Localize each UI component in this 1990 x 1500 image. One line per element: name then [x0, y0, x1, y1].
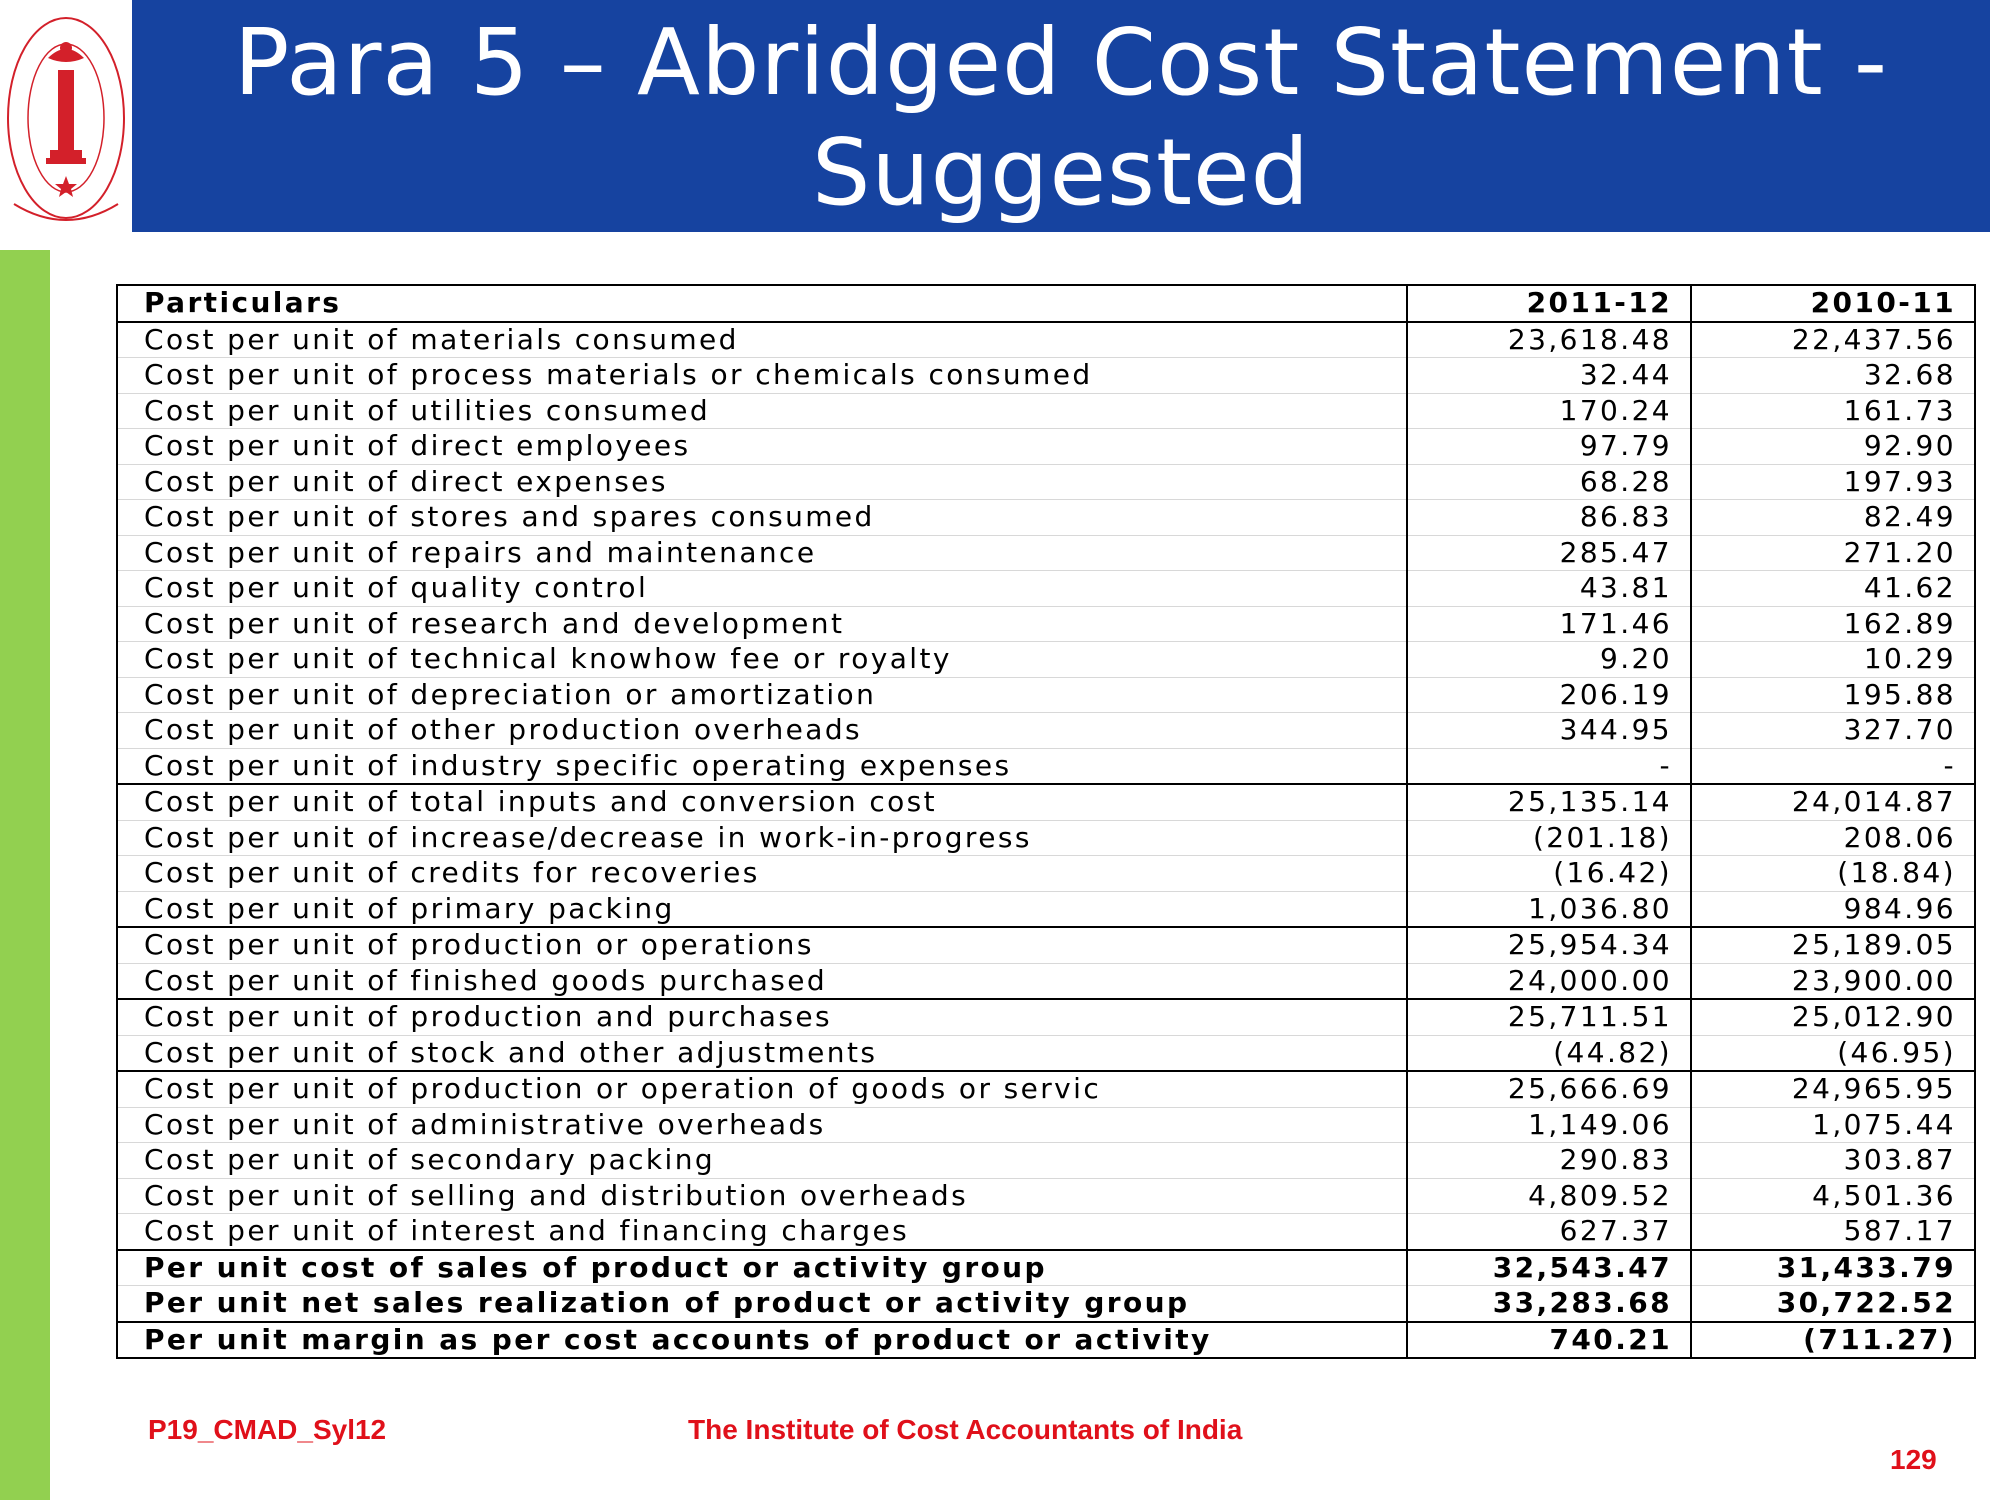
- table-row: [117, 891, 1975, 927]
- row-label: Cost per unit of secondary packing: [117, 1143, 1407, 1179]
- row-value-2011-12: 170.24: [1407, 393, 1691, 429]
- table-body: [117, 322, 1975, 1359]
- table-row: [117, 358, 1975, 394]
- table-row: [117, 429, 1975, 465]
- row-label: Cost per unit of total inputs and conversion cost: [117, 784, 1407, 820]
- row-value-2011-12: 740.21: [1407, 1322, 1691, 1359]
- row-value-2011-12: (44.82): [1407, 1035, 1691, 1071]
- row-label: Per unit net sales realization of product or activity group: [117, 1286, 1407, 1322]
- table-row: [117, 642, 1975, 678]
- table-row: [117, 1143, 1975, 1179]
- title-banner: [132, 0, 1990, 232]
- row-label: Cost per unit of depreciation or amortization: [117, 677, 1407, 713]
- table-row: [117, 500, 1975, 536]
- row-label: Cost per unit of primary packing: [117, 891, 1407, 927]
- row-value-2011-12: 33,283.68: [1407, 1286, 1691, 1322]
- row-value-2011-12: 290.83: [1407, 1143, 1691, 1179]
- row-value-2011-12: 1,036.80: [1407, 891, 1691, 927]
- row-value-2011-12: 86.83: [1407, 500, 1691, 536]
- row-label: Cost per unit of direct expenses: [117, 464, 1407, 500]
- row-label: Cost per unit of production or operation of goods or servic: [117, 1071, 1407, 1107]
- row-value-2010-11: 587.17: [1691, 1214, 1975, 1250]
- row-label: Cost per unit of technical knowhow fee or royalty: [117, 642, 1407, 678]
- footer-institute-name: The Institute of Cost Accountants of India: [688, 1414, 1243, 1445]
- row-value-2010-11: 208.06: [1691, 820, 1975, 856]
- row-label: Cost per unit of utilities consumed: [117, 393, 1407, 429]
- row-label: Cost per unit of stores and spares consumed: [117, 500, 1407, 536]
- row-value-2010-11: 24,965.95: [1691, 1071, 1975, 1107]
- row-value-2010-11: (711.27): [1691, 1322, 1975, 1359]
- row-label: Cost per unit of repairs and maintenance: [117, 535, 1407, 571]
- row-label: Per unit cost of sales of product or activity group: [117, 1250, 1407, 1286]
- table-row: [117, 1286, 1975, 1322]
- table-row: [117, 1322, 1975, 1359]
- row-value-2011-12: 25,954.34: [1407, 927, 1691, 963]
- row-value-2010-11: 4,501.36: [1691, 1178, 1975, 1214]
- table-row: [117, 677, 1975, 713]
- cost-statement-table-container: [116, 284, 1974, 1359]
- row-label: Cost per unit of other production overheads: [117, 713, 1407, 749]
- row-label: Cost per unit of research and development: [117, 606, 1407, 642]
- table-row: [117, 1035, 1975, 1071]
- row-value-2010-11: 32.68: [1691, 358, 1975, 394]
- row-value-2011-12: 1,149.06: [1407, 1107, 1691, 1143]
- table-row: [117, 784, 1975, 820]
- table-row: [117, 856, 1975, 892]
- table-row: [117, 393, 1975, 429]
- side-accent-bar: [0, 250, 50, 1500]
- table-row: [117, 1214, 1975, 1250]
- row-value-2010-11: 41.62: [1691, 571, 1975, 607]
- table-row: [117, 927, 1975, 963]
- row-value-2011-12: 97.79: [1407, 429, 1691, 465]
- row-value-2011-12: (201.18): [1407, 820, 1691, 856]
- row-label: Cost per unit of stock and other adjustments: [117, 1035, 1407, 1071]
- row-value-2010-11: 25,012.90: [1691, 999, 1975, 1035]
- row-label: Cost per unit of administrative overheads: [117, 1107, 1407, 1143]
- row-label: Per unit margin as per cost accounts of product or activity: [117, 1322, 1407, 1359]
- row-value-2011-12: 23,618.48: [1407, 322, 1691, 358]
- row-value-2011-12: 344.95: [1407, 713, 1691, 749]
- row-label: Cost per unit of production and purchases: [117, 999, 1407, 1035]
- row-value-2010-11: 195.88: [1691, 677, 1975, 713]
- row-value-2011-12: 627.37: [1407, 1214, 1691, 1250]
- row-value-2010-11: 92.90: [1691, 429, 1975, 465]
- row-label: Cost per unit of credits for recoveries: [117, 856, 1407, 892]
- row-label: Cost per unit of selling and distribution overheads: [117, 1178, 1407, 1214]
- row-value-2010-11: 327.70: [1691, 713, 1975, 749]
- row-label: Cost per unit of quality control: [117, 571, 1407, 607]
- table-row: [117, 820, 1975, 856]
- row-label: Cost per unit of increase/decrease in work-in-progress: [117, 820, 1407, 856]
- row-value-2010-11: (18.84): [1691, 856, 1975, 892]
- row-value-2011-12: 25,135.14: [1407, 784, 1691, 820]
- row-value-2010-11: (46.95): [1691, 1035, 1975, 1071]
- title-line-1: Para 5 – Abridged Cost Statement -: [233, 9, 1889, 116]
- title-line-2: Suggested: [811, 119, 1311, 226]
- row-label: Cost per unit of production or operations: [117, 927, 1407, 963]
- row-value-2010-11: 82.49: [1691, 500, 1975, 536]
- table-row: [117, 535, 1975, 571]
- table-header-row: [117, 285, 1975, 322]
- row-value-2010-11: 1,075.44: [1691, 1107, 1975, 1143]
- row-value-2010-11: 984.96: [1691, 891, 1975, 927]
- row-value-2011-12: -: [1407, 748, 1691, 784]
- page-title: [132, 0, 1990, 228]
- row-value-2010-11: 31,433.79: [1691, 1250, 1975, 1286]
- row-value-2011-12: 25,666.69: [1407, 1071, 1691, 1107]
- table-row: [117, 1071, 1975, 1107]
- row-label: Cost per unit of finished goods purchased: [117, 963, 1407, 999]
- header-year-2010-11: 2010-11: [1691, 285, 1975, 322]
- row-value-2010-11: 271.20: [1691, 535, 1975, 571]
- table-row: [117, 464, 1975, 500]
- row-value-2010-11: 30,722.52: [1691, 1286, 1975, 1322]
- table-row: [117, 713, 1975, 749]
- header-year-2011-12: 2011-12: [1407, 285, 1691, 322]
- row-value-2011-12: (16.42): [1407, 856, 1691, 892]
- row-value-2010-11: 10.29: [1691, 642, 1975, 678]
- row-value-2011-12: 25,711.51: [1407, 999, 1691, 1035]
- row-value-2010-11: 161.73: [1691, 393, 1975, 429]
- row-label: Cost per unit of process materials or chemicals consumed: [117, 358, 1407, 394]
- row-value-2010-11: 22,437.56: [1691, 322, 1975, 358]
- row-value-2011-12: 4,809.52: [1407, 1178, 1691, 1214]
- row-label: Cost per unit of industry specific operating expenses: [117, 748, 1407, 784]
- header-particulars: Particulars: [117, 285, 1407, 322]
- row-value-2011-12: 9.20: [1407, 642, 1691, 678]
- row-value-2011-12: 285.47: [1407, 535, 1691, 571]
- table-row: [117, 999, 1975, 1035]
- table-row: [117, 1250, 1975, 1286]
- table-row: [117, 963, 1975, 999]
- row-value-2010-11: 23,900.00: [1691, 963, 1975, 999]
- row-value-2011-12: 206.19: [1407, 677, 1691, 713]
- table-row: [117, 1178, 1975, 1214]
- row-label: Cost per unit of direct employees: [117, 429, 1407, 465]
- row-value-2011-12: 43.81: [1407, 571, 1691, 607]
- row-value-2010-11: -: [1691, 748, 1975, 784]
- institute-seal-logo: [0, 0, 132, 232]
- page-number: 129: [1890, 1444, 1937, 1475]
- row-value-2011-12: 68.28: [1407, 464, 1691, 500]
- row-value-2010-11: 303.87: [1691, 1143, 1975, 1179]
- table-row: [117, 606, 1975, 642]
- row-value-2010-11: 162.89: [1691, 606, 1975, 642]
- row-value-2011-12: 32.44: [1407, 358, 1691, 394]
- table-row: [117, 1107, 1975, 1143]
- row-value-2010-11: 197.93: [1691, 464, 1975, 500]
- cost-statement-table: [116, 284, 1976, 1359]
- table-row: [117, 571, 1975, 607]
- row-value-2011-12: 24,000.00: [1407, 963, 1691, 999]
- footer-course-code: P19_CMAD_Syl12: [148, 1414, 387, 1445]
- row-value-2010-11: 24,014.87: [1691, 784, 1975, 820]
- row-value-2010-11: 25,189.05: [1691, 927, 1975, 963]
- row-label: Cost per unit of materials consumed: [117, 322, 1407, 358]
- table-row: [117, 748, 1975, 784]
- row-value-2011-12: 171.46: [1407, 606, 1691, 642]
- table-row: [117, 322, 1975, 358]
- row-value-2011-12: 32,543.47: [1407, 1250, 1691, 1286]
- row-label: Cost per unit of interest and financing charges: [117, 1214, 1407, 1250]
